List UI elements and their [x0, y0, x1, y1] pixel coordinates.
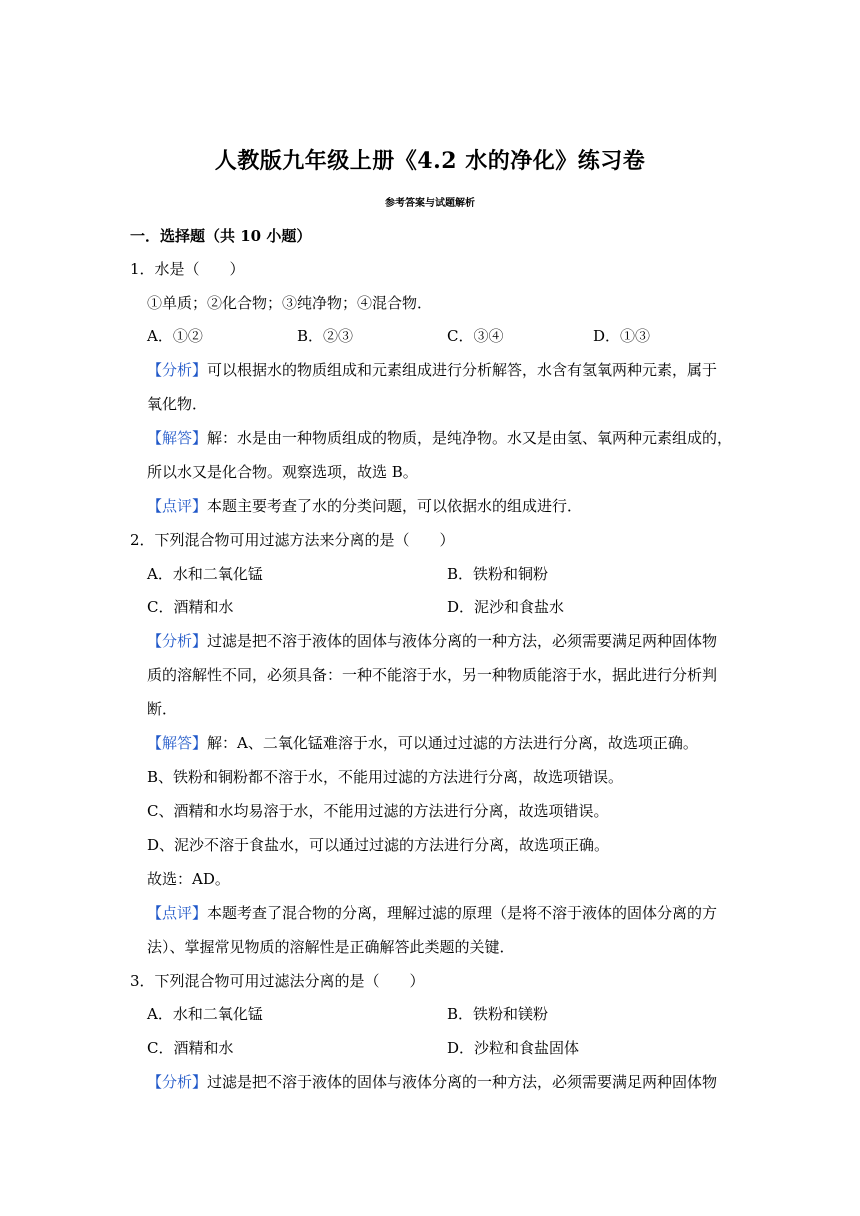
q1-answer-line-1: 【解答】解：水是由一种物质组成的物质，是纯净物。水又是由氢、氧两种元素组成的，: [147, 429, 733, 447]
q2-answer-line-1: 【解答】解：A、二氧化锰难溶于水，可以通过过滤的方法进行分离，故选项正确。: [147, 734, 698, 752]
q1-option-c: C．③④: [447, 327, 504, 345]
q1-answer-line-2: 所以水又是化合物。观察选项，故选 B。: [147, 463, 418, 481]
answer-tag: 【解答】: [147, 734, 208, 752]
q3-option-b: B．铁粉和镁粉: [447, 1005, 549, 1023]
analysis-tag: 【分析】: [147, 632, 208, 650]
q2-option-d: D．泥沙和食盐水: [447, 598, 565, 616]
q2-stem: 2．下列混合物可用过滤方法来分离的是（ ）: [130, 531, 455, 549]
q3-option-a: A．水和二氧化锰: [147, 1005, 263, 1023]
document-subtitle: 参考答案与试题解析: [385, 198, 475, 209]
q2-analysis-line-3: 断．: [147, 700, 178, 718]
section-heading: 一．选择题（共 10 小题）: [130, 227, 312, 245]
q3-stem: 3．下列混合物可用过滤法分离的是（ ）: [130, 972, 425, 990]
q1-stem: 1．水是（ ）: [130, 260, 245, 278]
q1-option-b: B．②③: [297, 327, 354, 345]
q1-option-d: D．①③: [593, 327, 651, 345]
q2-answer-line-2: B、铁粉和铜粉都不溶于水，不能用过滤的方法进行分离，故选项错误。: [147, 768, 624, 786]
q1-comment: 【点评】本题主要考查了水的分类问题，可以依据水的组成进行．: [147, 497, 583, 515]
q2-option-c: C．酒精和水: [147, 598, 234, 616]
q1-analysis-line-1: 【分析】可以根据水的物质组成和元素组成进行分析解答，水含有氢氧两种元素，属于: [147, 361, 718, 379]
q2-option-b: B．铁粉和铜粉: [447, 565, 549, 583]
q2-comment-line-1: 【点评】本题考查了混合物的分离，理解过滤的原理（是将不溶于液体的固体分离的方: [147, 904, 718, 922]
q2-option-a: A．水和二氧化锰: [147, 565, 263, 583]
q2-answer-line-4: D、泥沙不溶于食盐水，可以通过过滤的方法进行分离，故选项正确。: [147, 836, 610, 854]
analysis-tag: 【分析】: [147, 1073, 208, 1091]
comment-tag: 【点评】: [147, 497, 208, 515]
q2-comment-line-2: 法）、掌握常见物质的溶解性是正确解答此类题的关键．: [147, 938, 515, 956]
q2-answer-line-3: C、酒精和水均易溶于水，不能用过滤的方法进行分离，故选项错误。: [147, 802, 609, 820]
q1-option-a: A．①②: [147, 327, 203, 345]
q3-analysis-line-1: 【分析】过滤是把不溶于液体的固体与液体分离的一种方法，必须需要满足两种固体物: [147, 1073, 718, 1091]
q1-analysis-line-2: 氧化物．: [147, 395, 208, 413]
answer-tag: 【解答】: [147, 429, 208, 447]
analysis-tag: 【分析】: [147, 361, 208, 379]
q1-items: ①单质；②化合物；③纯净物；④混合物．: [147, 294, 433, 312]
q2-analysis-line-2: 质的溶解性不同，必须具备：一种不能溶于水，另一种物质能溶于水，据此进行分析判: [147, 666, 718, 684]
comment-tag: 【点评】: [147, 904, 208, 922]
q2-analysis-line-1: 【分析】过滤是把不溶于液体的固体与液体分离的一种方法，必须需要满足两种固体物: [147, 632, 718, 650]
document-title: 人教版九年级上册《4.2 水的净化》练习卷: [214, 148, 646, 174]
q2-answer-line-5: 故选：AD。: [147, 870, 230, 888]
q3-option-c: C．酒精和水: [147, 1039, 234, 1057]
q3-option-d: D．沙粒和食盐固体: [447, 1039, 580, 1057]
